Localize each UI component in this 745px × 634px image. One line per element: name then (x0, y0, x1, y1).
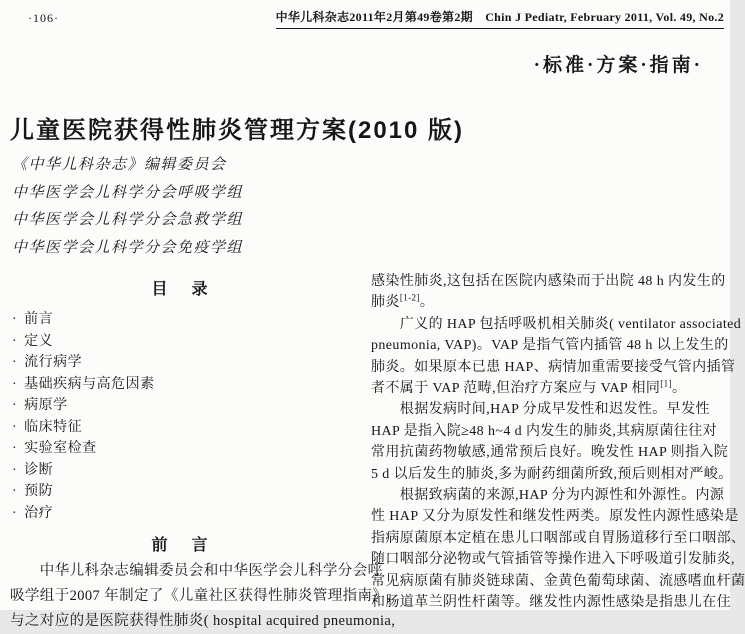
toc-item: · 实验室检查 (12, 438, 353, 460)
toc-item: · 前言 (12, 309, 353, 331)
toc-item: · 临床特征 (12, 417, 353, 439)
body-text-line: 性 HAP 又分为原发性和继发性两类。原发性内源性感染是 (371, 509, 739, 525)
page-number: ·106· (28, 11, 59, 25)
right-column (371, 268, 745, 634)
body-text-line: 常用抗菌药物敏感,通常预后良好。晚发性 HAP 则指入院 (371, 445, 729, 461)
toc-item: · 基础疾病与高危因素 (12, 374, 353, 396)
foreword-paragraph (10, 559, 396, 634)
bullet-icon: · (12, 376, 18, 392)
article-title: 儿童医院获得性肺炎管理方案(2010 版) (10, 117, 465, 145)
foreword-text-line: 吸学组于2007 年制定了《儿童社区获得性肺炎管理指南》, (10, 588, 392, 604)
journal-citation-line: 中华儿科杂志2011年2月第49卷第2期 Chin J Pediatr, February 2011, Vol. 49, No.2 (276, 8, 724, 29)
body-text-line: 指病原菌原本定植在患儿口咽部或自胃肠道移行至口咽部、 (371, 530, 745, 546)
body-text-line: 根据致病菌的来源,HAP 分为内源性和外源性。内源 (371, 488, 725, 504)
bullet-icon: · (12, 398, 18, 413)
bullet-icon: · (12, 505, 18, 521)
toc-item: · 预防 (12, 481, 353, 503)
body-text-line: 5 d 以后发生的肺炎,多为耐药细菌所致,预后则相对严峻。 (371, 466, 733, 482)
author-line: 中华医学会儿科学分会免疫学组 (12, 239, 244, 256)
toc-item: · 流行病学 (12, 352, 353, 374)
body-text-line: HAP 是指入院≥48 h~4 d 内发生的肺炎,其病原菌往往对 (371, 423, 718, 439)
body-text-line: 常见病原菌有肺炎链球菌、金黄色葡萄球菌、流感嗜血杆菌 (371, 573, 745, 589)
bullet-icon: · (12, 312, 18, 327)
body-text-line: pneumonia, VAP)。VAP 是指气管内插管 48 h 以上发生的 (371, 338, 729, 354)
body-text-line: 随口咽部分泌物或气管插管等操作进入下呼吸道引发肺炎, (371, 552, 735, 568)
bullet-icon: · (12, 419, 18, 435)
body-text-line: 肺炎。如果原本已患 HAP、病情加重需要接受气管内插管 (371, 359, 736, 375)
body-text-line: 肺炎[1-2]。 (371, 292, 435, 311)
toc-heading: 目 录 (151, 281, 212, 298)
bullet-icon: · (12, 333, 18, 349)
body-text-line: 者不属于 VAP 范畴,但治疗方案应与 VAP 相同[1]。 (371, 378, 687, 397)
toc-list (10, 309, 353, 524)
foreword-text-line: 与之对应的是医院获得性肺炎( hospital acquired pneumonia, (10, 613, 396, 629)
body-text-line: 感染性肺炎,这包括在医院内感染而于出院 48 h 内发生的 (371, 274, 726, 289)
two-column-body (10, 268, 745, 634)
foreword-text-line: 中华儿科杂志编辑委员会和中华医学会儿科学分会呼 (10, 563, 383, 579)
section-category-label: ·标准·方案·指南· (533, 55, 703, 76)
author-line: 《中华儿科杂志》编辑委员会 (12, 157, 227, 173)
left-column (10, 268, 396, 634)
foreword-heading: 前 言 (151, 537, 212, 554)
body-text-line: 根据发病时间,HAP 分成早发性和迟发性。早发性 (371, 402, 710, 418)
author-line: 中华医学会儿科学分会急救学组 (12, 212, 244, 228)
body-text-line: 广义的 HAP 包括呼吸机相关肺炎( ventilator associated (371, 316, 742, 332)
toc-item: · 治疗 (12, 503, 353, 525)
page-header (0, 8, 724, 30)
bullet-icon: · (12, 355, 18, 370)
toc-item: · 诊断 (12, 460, 353, 482)
toc-item: · 定义 (12, 331, 353, 353)
bullet-icon: · (12, 441, 18, 456)
bullet-icon: · (12, 462, 18, 478)
author-line: 中华医学会儿科学分会呼吸学组 (12, 184, 244, 201)
bullet-icon: · (12, 484, 18, 499)
author-block (12, 152, 243, 262)
body-text-line: 和肠道革兰阴性杆菌等。继发性内源性感染是指患儿在住 (371, 595, 731, 611)
toc-item: · 病原学 (12, 395, 353, 417)
